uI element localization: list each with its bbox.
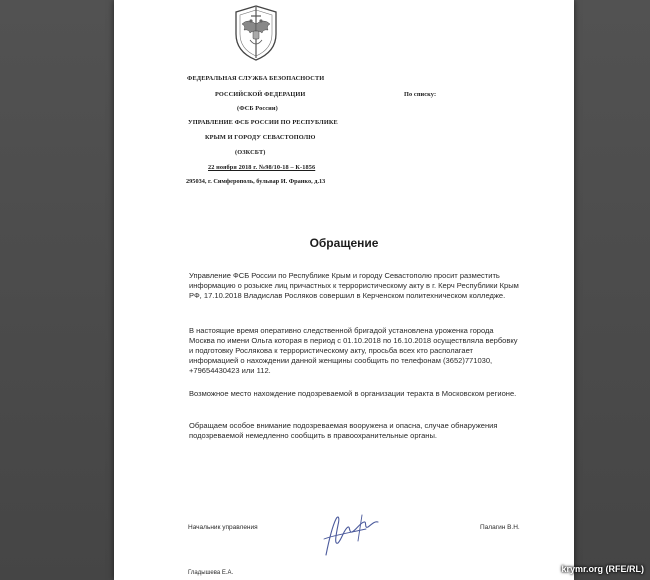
header-agency-line2: РОССИЙСКОЙ ФЕДЕРАЦИИ [215, 91, 306, 98]
paragraph-4: Обращаем особое внимание подозреваемая вооружена и опасна, случае обнаружения подозреваемой немедленно сообщить в правоохранительные органы. [189, 421, 498, 440]
header-department-abbr: (ОЗКСБТ) [235, 149, 266, 156]
header-address: 295034, г. Симферополь, бульвар И. Франко, д.13 [186, 178, 326, 185]
paragraph-2: В настоящие время оперативно следственной бригадой установлена уроженка города Москва по имени Ольга которая в период с 01.10.2018 по 16.10.2018 осуществляла вербовку и подготовку Рослякова к террористическому акту, просьба всех кто располагает информацией о нахождении данной женщины сообщить по телефонам (3652)771030, +79654430423 или 112. [189, 326, 518, 375]
header-department-line2: КРЫМ И ГОРОДУ СЕВАСТОПОЛЮ [205, 134, 316, 141]
signatory-name: Палагин В.Н. [480, 524, 520, 531]
signatory-position: Начальник управления [188, 524, 258, 531]
executor-name: Гладышева Е.А. [188, 570, 234, 576]
header-date-reference: 22 ноября 2018 г. №98/10-18 – К-1856 [208, 164, 316, 171]
header-department-line1: УПРАВЛЕНИЕ ФСБ РОССИИ ПО РЕСПУБЛИКЕ [188, 119, 338, 126]
fsb-emblem-icon [232, 4, 280, 62]
paragraph-1: Управление ФСБ России по Республике Крым и городу Севастополю просит разместить информацию о розыске лиц причастных к террористическому акту в г. Керч Республики Крым РФ, 17.10.2018 Владислав Росляков совершил в Керченском политехническом колледже. [189, 271, 519, 300]
header-recipient: По списку: [404, 91, 437, 98]
header-agency-line1: ФЕДЕРАЛЬНАЯ СЛУЖБА БЕЗОПАСНОСТИ [187, 75, 325, 82]
signature-icon [318, 505, 382, 563]
paragraph-3: Возможное место нахождение подозреваемой в организации теракта в Московском регионе. [189, 389, 517, 398]
document-title: Обращение [309, 236, 379, 250]
source-watermark: krymr.org (RFE/RL) [561, 564, 644, 574]
header-agency-abbr: (ФСБ России) [237, 105, 278, 112]
document-page [114, 0, 574, 580]
